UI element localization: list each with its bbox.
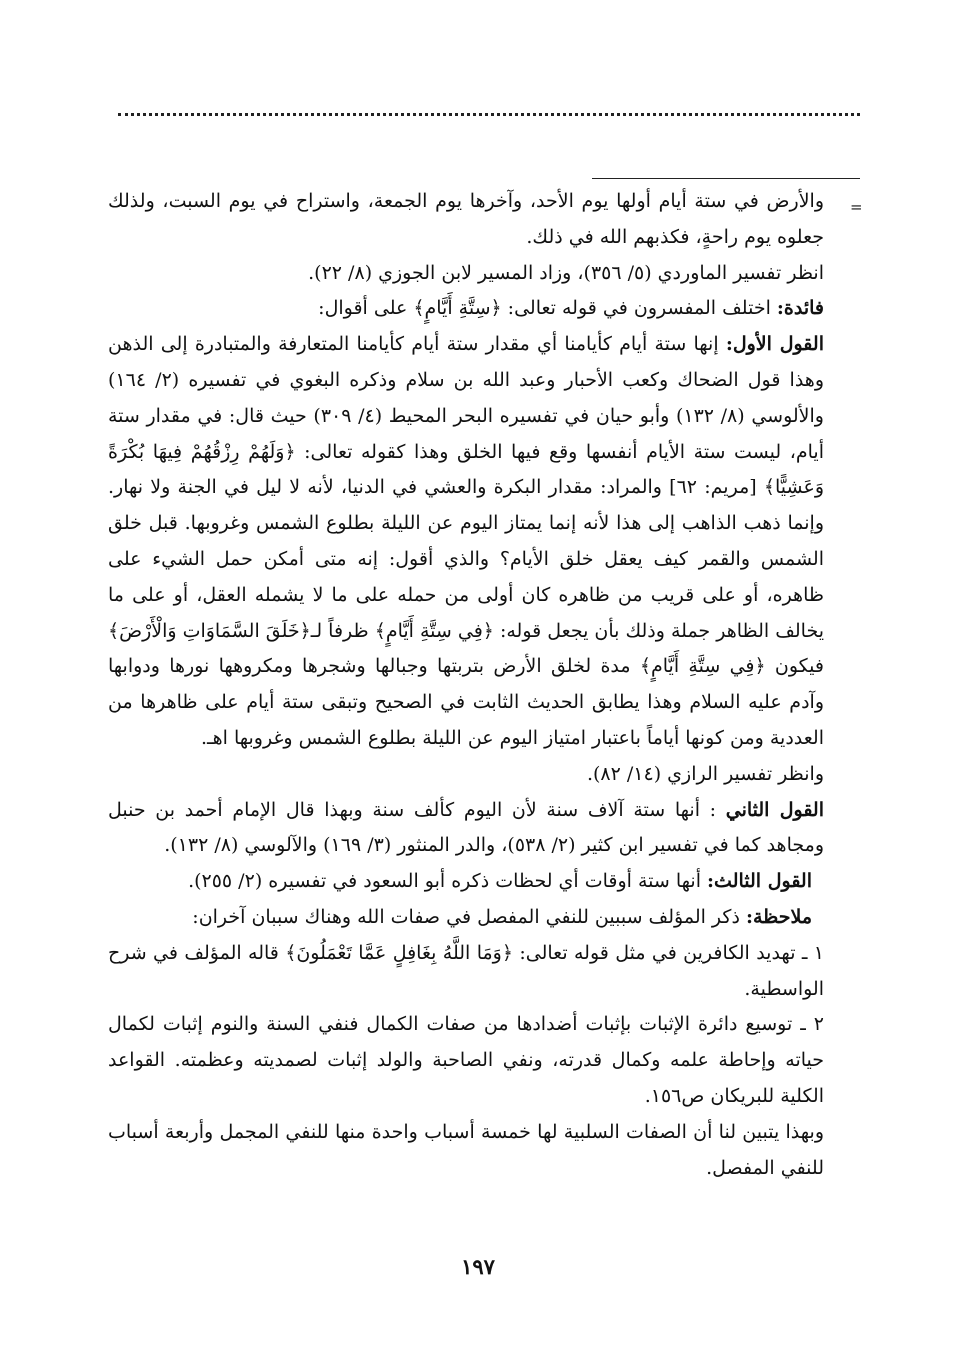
paragraph [108, 864, 824, 900]
paragraph [108, 256, 824, 292]
paragraph-label: فائدة: [776, 297, 824, 320]
paragraph-text: اختلف المفسرون في قوله تعالى: ﴿سِتَّةِ أَيَّامٍ﴾ على أقوال: [318, 297, 777, 320]
paragraph-text: ذكر المؤلف سببين للنفي المفصل في صفات الله وهناك سببان آخران: [192, 905, 746, 928]
paragraph [108, 936, 824, 1008]
paragraph [108, 184, 824, 256]
paragraph-text: أنها ستة أوقات أي لحظات ذكره أبو السعود في تفسيره (٢/ ٢٥٥). [188, 870, 708, 893]
paragraph-text: وانظر تفسير الرازي (١٤/ ٨٢). [586, 762, 824, 785]
footnote-separator [592, 178, 860, 179]
paragraph-text: إنها ستة أيام كأيامنا أي مقدار ستة أيام كأيامنا المتعارفة والمتبادرة إلى الذهن وهذا قول الضحاك وكعب الأحبار وعبد الله بن سلام وذكره البغوي في تفسيره (٢/ ١٦٤) والألوسي (٨/ ١٣٢) وأبو حيان في تفسيره البحر المحيط (٤/ ٣٠٩) حيث قال: في مقدار ستة أيام، ليست ستة الأيام أنفسها وقع فيها الخلق وهذا كقوله تعالى: ﴿وَلَهُمْ رِزْقُهُمْ فِيهَا بُكْرَةً وَعَشِيًّا﴾ [مريم: ٦٢] والمراد: مقدار البكرة والعشي في الدنيا، لأنه لا ليل في الجنة ولا نهار. وإنما ذهب الذاهب إلى هذا لأنه إنما يمتاز اليوم عن الليلة بطلوع الشمس وغروبها. قبل خلق الشمس والقمر كيف يعقل خلق الأيام؟ والذي أقول: إنه متى أمكن حمل الشيء على ظاهره، أو على قريب من ظاهره كان أولى من حمله على ما لا يشمله العقل، أو على ما يخالف الظاهر جملة وذلك بأن يجعل قوله: ﴿فِي سِتَّةِ أَيَّامٍ﴾ ظرفاً لـ﴿خَلَقَ السَّمَاوَاتِ وَالْأَرْضَ﴾ فيكون ﴿فِي سِتَّةِ أَيَّامٍ﴾ مدة لخلق الأرض بتربتها وجبالها وشجرها ومكروهها نورها ودوابها وآدم عليه السلام وهذا يطابق الحديث الثابت في الصحيح وتبقى ستة أيام على ظاهرها من العددية ومن كونها أياماً باعتبار امتياز اليوم عن الليلة بطلوع الشمس وغروبها اهـ. [107, 333, 824, 749]
footnote-text [108, 184, 824, 1186]
paragraph-label: القول الثاني [725, 798, 824, 821]
paragraph-text: ٢ ـ توسيع دائرة الإثبات بإثبات أضدادها من صفات الكمال فنفي السنة والنوم إثبات لكمال حياته وإحاطة علمه وكمال قدرته، ونفي الصاحبة والولد إثبات لصمديته وعظمته. القواعد الكلية للبريكان ص١٥٦. [108, 1013, 824, 1107]
paragraph [108, 1007, 824, 1114]
paragraph [108, 793, 824, 865]
continuation-mark: = [850, 198, 863, 216]
paragraph-label: ملاحظة: [745, 905, 812, 928]
paragraph [108, 757, 824, 793]
paragraph [108, 900, 824, 936]
paragraph [108, 1115, 824, 1187]
paragraph-text: انظر تفسير الماوردي (٥/ ٣٥٦)، وزاد المسير لابن الجوزي (٨/ ٢٢). [308, 261, 824, 284]
page-number: ١٩٧ [461, 1254, 495, 1279]
paragraph-text: والأرض في ستة أيام أولها يوم الأحد، وآخرها يوم الجمعة، واستراح في يوم السبت، ولذلك جعلوه يوم راحةٍ، فكذبهم الله في ذلك. [108, 190, 824, 248]
paragraph-text: : أنها ستة آلاف سنة لأن اليوم كألف سنة وبهذا قال الإمام أحمد بن حنبل ومجاهد كما في تفسير ابن كثير (٢/ ٥٣٨)، والدر المنثور (٣/ ١٦٩) والآلوسي (٨/ ١٣٢). [108, 798, 824, 857]
paragraph [108, 327, 824, 757]
paragraph-text: ١ ـ تهديد الكافرين في مثل قوله تعالى: ﴿وَمَا اللَّهُ بِغَافِلٍ عَمَّا تَعْمَلُونَ﴾ قاله المؤلف في شرح الواسطية. [108, 941, 824, 1000]
paragraph [108, 291, 824, 327]
paragraph-text: وبهذا يتبين لنا أن الصفات السلبية لها خمسة أسباب واحدة منها للنفي المجمل وأربعة أسباب للنفي المفصل. [108, 1120, 824, 1179]
paragraph-label: القول الأول: [725, 333, 824, 356]
paragraph-label: القول الثالث: [707, 870, 812, 893]
top-dotted-rule [118, 113, 860, 116]
